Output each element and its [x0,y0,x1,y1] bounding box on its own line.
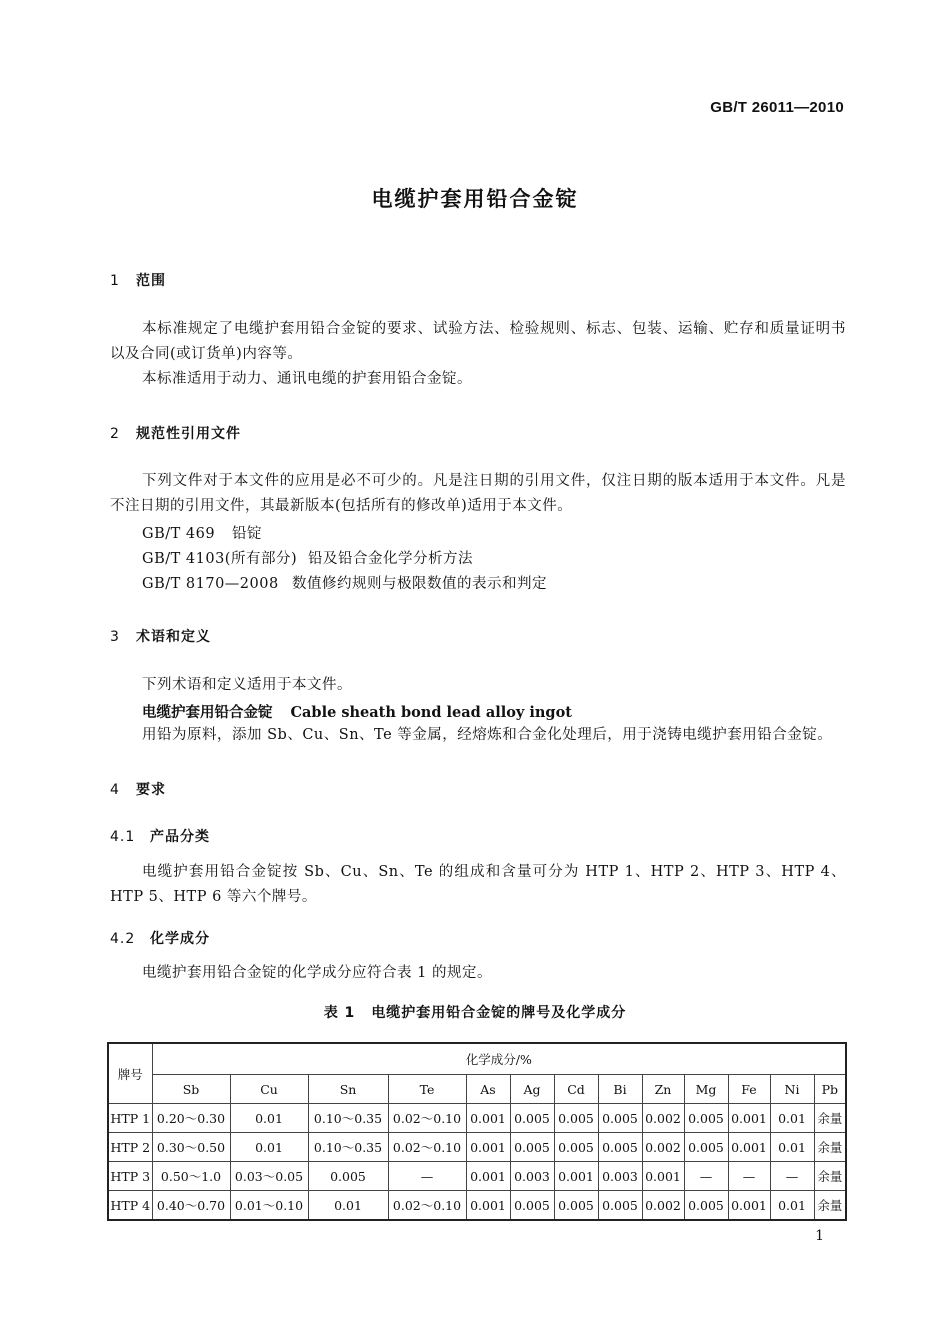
table-row [108,1191,846,1221]
section-number: 4 [110,782,120,798]
paragraph-scope-1: 本标准规定了电缆护套用铅合金锭的要求、试验方法、检验规则、标志、包装、运输、贮存和质量证明书以及合同(或订货单)内容等。 [110,321,846,362]
table-caption [0,1002,950,1022]
table-row [108,1104,846,1133]
section-number: 2 [110,426,120,442]
table-cell: 余量 [814,1133,846,1162]
grade-header: 牌号 [108,1043,152,1104]
standard-code: GB/T 26011—2010 [710,99,844,116]
table-cell: 0.005 [598,1191,642,1221]
table-row [108,1133,846,1162]
column-header: Ni [770,1075,814,1104]
page-number: 1 [815,1228,824,1244]
table-cell: 0.001 [728,1104,770,1133]
table-cell: 0.005 [308,1162,388,1191]
table-cell: 0.005 [554,1104,598,1133]
column-header: Bi [598,1075,642,1104]
subsection-title: 化学成分 [150,931,210,947]
section-number: 1 [110,273,120,289]
section-title: 要求 [136,782,166,798]
paragraph-term-definition: 用铅为原料，添加 Sb、Cu、Sn、Te 等金属，经熔炼和合金化处理后，用于浇铸电缆护套用铅合金锭。 [142,727,833,743]
subsection-number: 4.2 [110,931,136,947]
document-title: 电缆护套用铅合金锭 [371,187,579,211]
table-cell: HTP 4 [108,1191,152,1221]
table-caption-label: 表 1 [323,1005,356,1021]
section-heading-requirements [110,779,166,799]
table-cell: — [770,1162,814,1191]
reference-item [142,547,473,568]
paragraph-terms-intro: 下列术语和定义适用于本文件。 [142,677,352,693]
table-cell: 0.01 [770,1104,814,1133]
table-cell: 0.001 [466,1133,510,1162]
column-header: Cu [230,1075,308,1104]
table-caption-title: 电缆护套用铅合金锭的牌号及化学成分 [371,1005,627,1021]
table-cell: 0.01 [770,1191,814,1221]
table-cell: 0.003 [598,1162,642,1191]
table-cell: 0.01～0.10 [230,1191,308,1221]
table-cell: 0.50～1.0 [152,1162,230,1191]
table-cell: 0.02～0.10 [388,1104,466,1133]
table-cell: 0.02～0.10 [388,1133,466,1162]
reference-item [142,572,547,593]
table-cell: 0.001 [466,1191,510,1221]
table-cell: 0.01 [230,1133,308,1162]
table-header-row [108,1043,846,1075]
table-cell: 0.005 [554,1191,598,1221]
chemical-composition-table [107,1042,847,1221]
table-cell: 0.005 [510,1133,554,1162]
subsection-title: 产品分类 [150,829,210,845]
column-header: As [466,1075,510,1104]
column-header: Zn [642,1075,684,1104]
column-header: Sn [308,1075,388,1104]
table-cell: 0.005 [554,1133,598,1162]
table-cell: 0.002 [642,1104,684,1133]
subsection-heading-classification [110,826,210,846]
column-header: Cd [554,1075,598,1104]
table-cell: 0.005 [684,1104,728,1133]
table-cell: 0.005 [684,1133,728,1162]
reference-title: 铅锭 [232,526,262,542]
table-cell: 0.20～0.30 [152,1104,230,1133]
table-cell: 0.001 [554,1162,598,1191]
table-cell: 0.002 [642,1133,684,1162]
column-header: Ag [510,1075,554,1104]
table-header-row [108,1075,846,1104]
section-heading-scope [110,270,166,290]
term-english: Cable sheath bond lead alloy ingot [290,704,572,721]
column-header: Pb [814,1075,846,1104]
section-number: 3 [110,629,120,645]
table-cell: 余量 [814,1191,846,1221]
table-cell: 0.40～0.70 [152,1191,230,1221]
table-cell: HTP 1 [108,1104,152,1133]
table-cell: 0.001 [728,1133,770,1162]
paragraph-normative-intro: 下列文件对于本文件的应用是必不可少的。凡是注日期的引用文件，仅注日期的版本适用于本文件。凡是不注日期的引用文件，其最新版本(包括所有的修改单)适用于本文件。 [110,473,846,514]
section-heading-terms [110,626,211,646]
table-cell: HTP 2 [108,1133,152,1162]
table-cell: 0.005 [510,1191,554,1221]
table-cell: 余量 [814,1104,846,1133]
reference-title: 铅及铅合金化学分析方法 [308,551,473,567]
table-row [108,1162,846,1191]
table-cell: 0.003 [510,1162,554,1191]
table-cell: 0.001 [728,1191,770,1221]
table-cell: — [388,1162,466,1191]
table-cell: 0.001 [642,1162,684,1191]
table-cell: 0.01 [230,1104,308,1133]
table-cell: 0.10～0.35 [308,1104,388,1133]
column-header: Mg [684,1075,728,1104]
table-cell: 0.01 [770,1133,814,1162]
table-cell: 0.01 [308,1191,388,1221]
subsection-heading-chemical [110,928,210,948]
column-header: Sb [152,1075,230,1104]
section-title: 范围 [136,273,166,289]
reference-code: GB/T 8170—2008 [142,576,279,592]
paragraph-chemical: 电缆护套用铅合金锭的化学成分应符合表 1 的规定。 [142,965,492,981]
section-heading-normative [110,423,241,443]
table-cell: — [684,1162,728,1191]
reference-item [142,522,262,543]
table-cell: 0.005 [598,1104,642,1133]
table-cell: — [728,1162,770,1191]
column-header: Fe [728,1075,770,1104]
table-cell: 0.005 [684,1191,728,1221]
table-cell: 0.02～0.10 [388,1191,466,1221]
reference-code: GB/T 469 [142,526,216,542]
table-cell: 余量 [814,1162,846,1191]
term-entry [142,701,572,722]
table-cell: 0.30～0.50 [152,1133,230,1162]
group-header: 化学成分/% [152,1043,846,1075]
table-cell: 0.005 [510,1104,554,1133]
section-title: 术语和定义 [136,629,211,645]
paragraph-scope-2: 本标准适用于动力、通讯电缆的护套用铅合金锭。 [142,371,472,387]
term-chinese: 电缆护套用铅合金锭 [142,705,273,721]
table-cell: 0.005 [598,1133,642,1162]
subsection-number: 4.1 [110,829,136,845]
table-cell: 0.002 [642,1191,684,1221]
reference-code: GB/T 4103(所有部分) [142,551,298,567]
section-title: 规范性引用文件 [136,426,241,442]
paragraph-classification: 电缆护套用铅合金锭按 Sb、Cu、Sn、Te 的组成和含量可分为 HTP 1、HTP 2、HTP 3、HTP 4、HTP 5、HTP 6 等六个牌号。 [110,864,846,905]
table-cell: HTP 3 [108,1162,152,1191]
column-header: Te [388,1075,466,1104]
table-cell: 0.001 [466,1162,510,1191]
reference-title: 数值修约规则与极限数值的表示和判定 [292,576,547,592]
table-cell: 0.001 [466,1104,510,1133]
table-cell: 0.03～0.05 [230,1162,308,1191]
table-cell: 0.10～0.35 [308,1133,388,1162]
